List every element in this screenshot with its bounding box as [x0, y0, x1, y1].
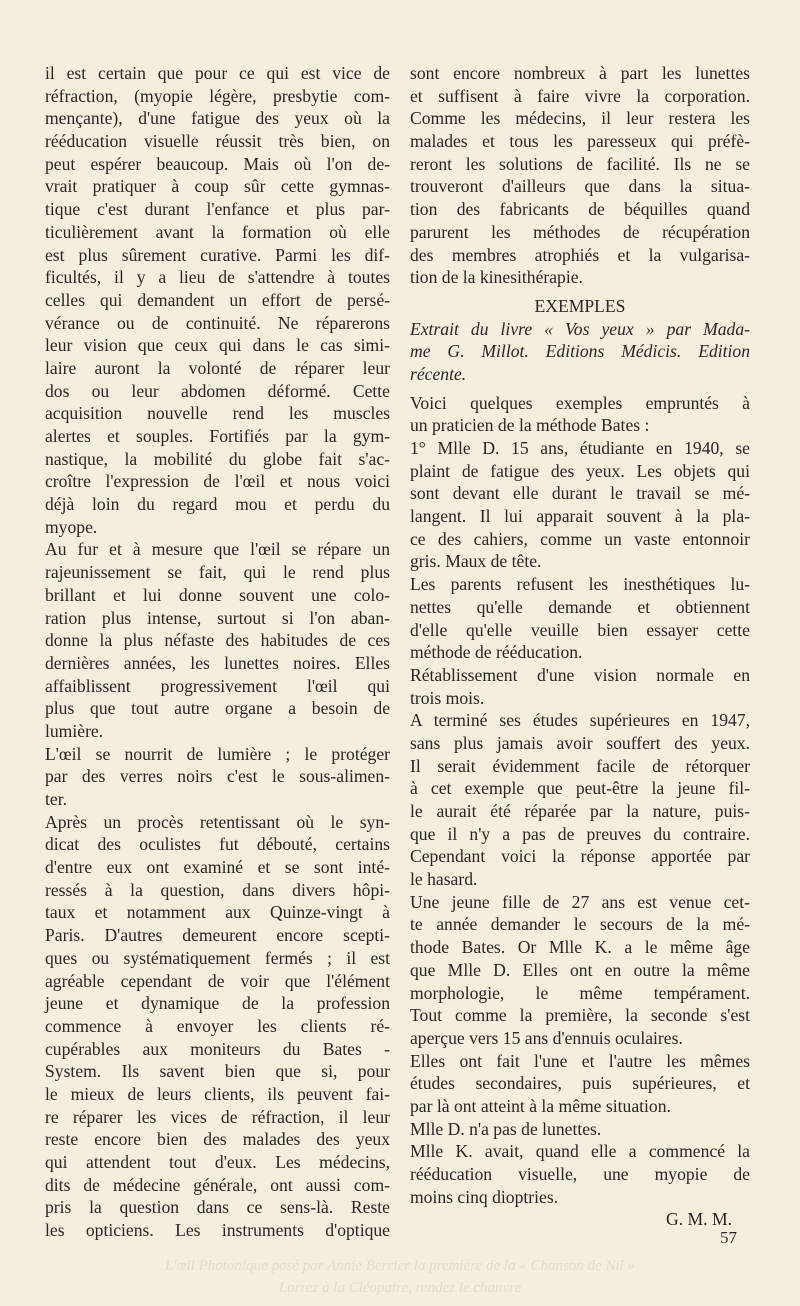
left-text-line: laire auront la volonté de réparer leur [45, 357, 390, 378]
left-text-line: rajeunissement se fait, qui le rend plus [45, 562, 390, 583]
right-text-line: thode Bates. Or Mlle K. a le même âge [410, 937, 750, 958]
left-text-line: myope. [45, 516, 98, 537]
left-text-line: dits de médecine générale, ont aussi com- [45, 1174, 390, 1195]
right-text-line: Mlle K. avait, quand elle a commencé la [410, 1141, 750, 1162]
right-text-line: morphologie, le même tempérament. [410, 982, 750, 1003]
left-text-line: les opticiens. Les instruments d'optique [45, 1220, 390, 1241]
right-text-line: gris. Maux de tête. [410, 551, 542, 572]
right-text-line: trois mois. [410, 687, 485, 708]
left-text-line: qui attendent tout d'eux. Les médecins, [45, 1152, 390, 1172]
right-text-line: rééducation visuelle, une myopie de [410, 1164, 750, 1184]
left-text-line: cupérables aux moniteurs du Bates - [45, 1038, 390, 1059]
right-text-line: que il n'y a pas de preuves du contraire. [410, 823, 750, 844]
left-text-line: leur vision que ceux qui dans le cas simi- [45, 335, 390, 356]
right-text-line: aperçue vers 15 ans d'ennuis oculaires. [410, 1027, 683, 1048]
show-through-line-2: Lorrez à la Cléopatre, rendez le chanvre [278, 1280, 522, 1296]
right-text-line: Les parents refusent les inesthétiques lu- [410, 574, 750, 595]
right-text-line: Une jeune fille de 27 ans est venue cet- [410, 891, 750, 912]
left-text-line: il est certain que pour ce qui est vice de [45, 63, 390, 83]
right-text-line: sont devant elle durant le travail se mé- [410, 483, 750, 504]
right-text-line: plaint de fatigue des yeux. Les objets qui [410, 460, 750, 481]
right-text-line: méthode de rééducation. [410, 642, 583, 663]
left-text-line: ticulièrement avant la formation où elle [45, 221, 390, 242]
left-text-line: dos ou leur abdomen déformé. Cette [45, 380, 390, 401]
right-text-line: trouveront d'ailleurs que dans la situa- [410, 176, 750, 197]
left-text-line: acquisition nouvelle rend les muscles [45, 403, 390, 424]
right-column [410, 62, 750, 1231]
right-text-line: langent. Il lui apparait souvent à la pla- [410, 506, 750, 527]
left-text-line: est plus sûrement curative. Parmi les dif- [45, 244, 390, 265]
left-text-line: ter. [45, 789, 67, 809]
right-text-line: un praticien de la méthode Bates : [410, 415, 650, 436]
right-text-line: Voici quelques exemples empruntés à [410, 392, 750, 413]
right-text-line: tion des fabricants de béquilles quand [410, 199, 750, 220]
right-text-line: parurent les méthodes de récupération [410, 221, 750, 242]
left-text-line: donne la plus néfaste des habitudes de ces [45, 630, 390, 651]
right-text-line: 1° Mlle D. 15 ans, étudiante en 1940, se [410, 438, 750, 458]
left-text-line: pris la question dans ce sens-là. Reste [45, 1197, 390, 1218]
left-text-line: dernières années, les lunettes noires. Elles [45, 652, 390, 673]
page-number: 57 [720, 1228, 737, 1247]
right-text-line: sont encore nombreux à part les lunettes [410, 63, 750, 83]
left-text-line: tique c'est durant l'enfance et plus par- [45, 199, 390, 220]
left-column [45, 62, 390, 1242]
show-through-line-1: L'œil Photonique posé par Annie Berrier la première de la « Chanson de Nil » [164, 1258, 636, 1274]
left-text-line: re réparer les vices de réfraction, il leur [45, 1106, 390, 1127]
section-heading: EXEMPLES [534, 295, 626, 316]
left-text-line: déjà loin du regard mou et perdu du [45, 494, 390, 515]
left-text-line: plus que tout autre organe a besoin de [45, 698, 390, 719]
left-text-line: Au fur et à mesure que l'œil se répare un [45, 539, 390, 560]
right-text-line: par là ont atteint à la même situation. [410, 1095, 671, 1116]
left-text-line: par des verres noirs c'est le sous-alimen- [45, 766, 390, 787]
right-text-line: A terminé ses études supérieures en 1947, [410, 710, 750, 731]
left-text-line: reste encore bien des malades des yeux [45, 1129, 390, 1150]
right-text-line: tion de la kinesithérapie. [410, 267, 583, 288]
right-text-line: reront les solutions de facilité. Ils ne se [410, 153, 750, 174]
right-text-line: nettes qu'elle demande et obtiennent [410, 596, 750, 617]
right-text-line: Comme les médecins, il leur restera les [410, 108, 750, 129]
source-citation-line: me G. Millot. Editions Médicis. Edition [410, 341, 750, 362]
left-text-line: vérance ou de continuité. Ne réparerons [45, 312, 390, 333]
left-text-line: d'entre eux ont examiné et se sont inté- [45, 857, 390, 878]
right-text-line: Mlle D. n'a pas de lunettes. [410, 1118, 602, 1139]
right-text-line: que Mlle D. Elles ont en outre la même [410, 959, 750, 980]
left-text-line: dicat des oculistes fut débouté, certains [45, 834, 390, 855]
left-text-line: brillant et lui donne souvent une colo- [45, 584, 390, 605]
right-text-line: Tout comme la première, la seconde s'est [410, 1005, 750, 1026]
left-text-line: vrait pratiquer à coup sûr cette gymnas- [45, 176, 390, 197]
right-text-line: ce des cahiers, comme un vaste entonnoir [410, 528, 750, 549]
left-text-line: alertes et souples. Fortifiés par la gym- [45, 426, 390, 446]
right-text-line: moins cinq dioptries. [410, 1186, 559, 1207]
right-text-line: te année demander le secours de la mé- [410, 914, 750, 935]
right-text-line: le aurait été réparée par la nature, puis- [410, 801, 750, 821]
signature: G. M. M. [666, 1209, 732, 1230]
right-text-line: le hasard. [410, 869, 478, 890]
right-text-line: Cependant voici la réponse apportée par [410, 846, 750, 867]
left-text-line: jeune et dynamique de la profession [45, 993, 390, 1014]
left-text-line: Paris. D'autres demeurent encore scepti- [45, 925, 390, 946]
left-text-line: réfraction, (myopie légère, presbytie com- [45, 85, 390, 106]
right-text-line: études secondaires, puis supérieures, et [410, 1073, 750, 1094]
right-text-line: Il serait évidemment facile de rétorquer [410, 755, 750, 776]
left-text-line: L'œil se nourrit de lumière ; le protéger [45, 743, 390, 764]
left-text-line: nastique, la mobilité du globe fait s'ac- [45, 448, 390, 469]
right-text-line: d'elle qu'elle veuille bien essayer cette [410, 619, 750, 640]
left-text-line: commence à envoyer les clients ré- [45, 1015, 390, 1036]
source-citation-line: Extrait du livre « Vos yeux » par Mada- [410, 318, 750, 339]
right-text-line: et suffisent à faire vivre la corporation. [410, 85, 750, 106]
left-text-line: System. Ils savent bien que si, pour [45, 1061, 390, 1082]
left-text-line: mençante), d'une fatigue des yeux où la [45, 108, 390, 129]
left-text-line: affaiblissent progressivement l'œil qui [45, 675, 390, 696]
left-text-line: Après un procès retentissant où le syn- [45, 811, 390, 832]
right-text-line: Elles ont fait l'une et l'autre les mêmes [410, 1050, 750, 1071]
left-text-line: peut espérer beaucoup. Mais où l'on de- [45, 153, 390, 174]
right-text-line: à cet exemple que peut-être la jeune fil- [410, 778, 750, 799]
right-text-line: malades et tous les paresseux qui préfè- [410, 131, 750, 152]
source-citation-line: récente. [410, 363, 467, 384]
right-text-line: des membres atrophiés et la vulgarisa- [410, 244, 750, 265]
left-text-line: ration plus intense, surtout si l'on aban- [45, 607, 390, 628]
left-text-line: ques ou systématiquement fermés ; il est [45, 947, 390, 968]
left-text-line: taux et notamment aux Quinze-vingt à [45, 902, 390, 923]
left-text-line: lumière. [45, 720, 104, 741]
left-text-line: agréable cependant de voir que l'élément [45, 970, 390, 991]
left-text-line: croître l'expression de l'œil et nous voici [45, 471, 390, 492]
left-text-line: rééducation visuelle réussit très bien, on [45, 131, 390, 152]
right-text-line: sans plus jamais avoir souffert des yeux. [410, 732, 750, 753]
left-text-line: celles qui demandent un effort de persé- [45, 289, 390, 310]
left-text-line: le mieux de leurs clients, ils peuvent fai- [45, 1083, 390, 1104]
right-text-line: Rétablissement d'une vision normale en [410, 664, 750, 685]
left-text-line: ficultés, il y a lieu de s'attendre à toutes [45, 267, 390, 288]
left-text-line: ressés à la question, dans divers hôpi- [45, 879, 390, 900]
